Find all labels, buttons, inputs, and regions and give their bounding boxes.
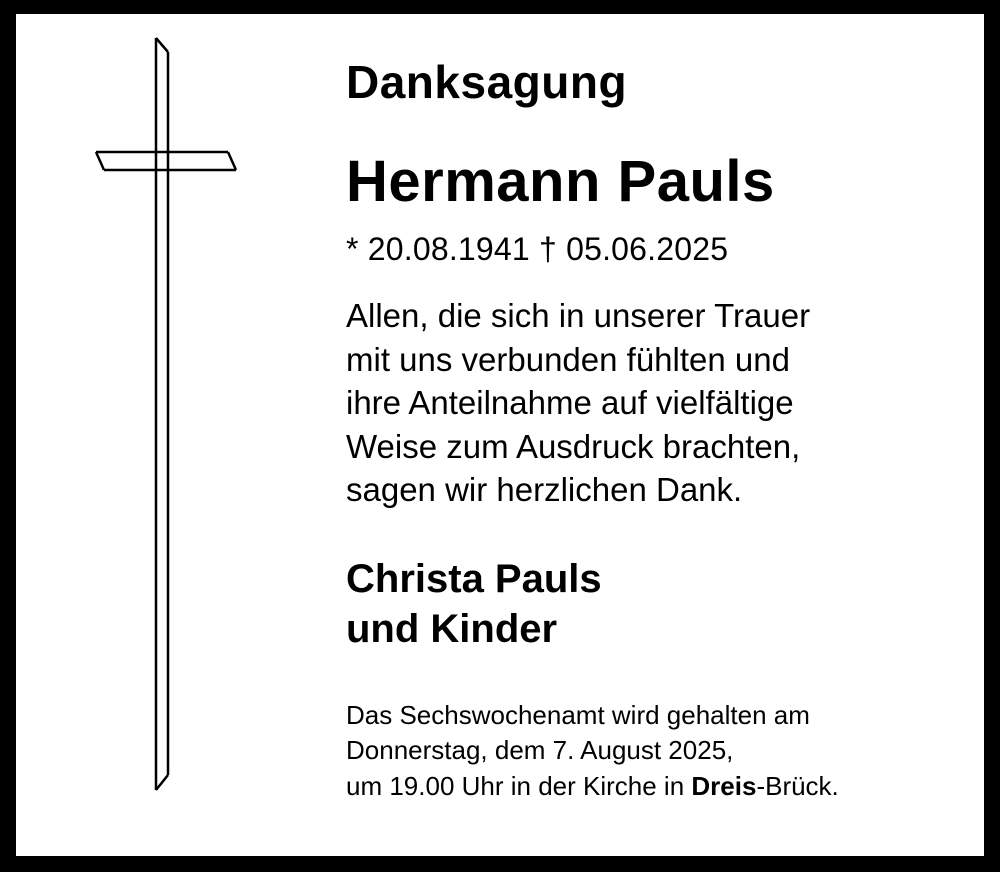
christian-cross-icon xyxy=(76,30,256,800)
obituary-content xyxy=(346,14,956,856)
survivors-line: und Kinder xyxy=(346,606,558,651)
birth-death-dates: * 20.08.1941 † 05.06.2025 xyxy=(346,231,729,268)
service-line-location xyxy=(346,769,956,804)
service-location-prefix: um 19.00 Uhr in der Kirche in xyxy=(346,770,692,801)
service-location-suffix: -Brück. xyxy=(756,770,839,801)
service-line: Donnerstag, dem 7. August 2025, xyxy=(346,735,734,766)
deceased-name: Hermann Pauls xyxy=(346,149,775,215)
message-line: Allen, die sich in unserer Trauer xyxy=(346,297,811,335)
survivors-names xyxy=(346,554,956,654)
message-line: mit uns verbunden fühlten und xyxy=(346,340,790,378)
service-location-place: Dreis xyxy=(691,770,757,801)
thank-you-message xyxy=(346,294,956,512)
message-line: ihre Anteilnahme auf vielfältige xyxy=(346,384,794,422)
message-line: Weise zum Ausdruck brachten, xyxy=(346,427,801,465)
obituary-card xyxy=(16,14,984,856)
notice-heading: Danksagung xyxy=(346,56,628,108)
service-details xyxy=(346,698,956,804)
message-line: sagen wir herzlichen Dank. xyxy=(346,471,743,509)
service-line: Das Sechswochenamt wird gehalten am xyxy=(346,699,810,730)
survivors-line: Christa Pauls xyxy=(346,556,602,601)
